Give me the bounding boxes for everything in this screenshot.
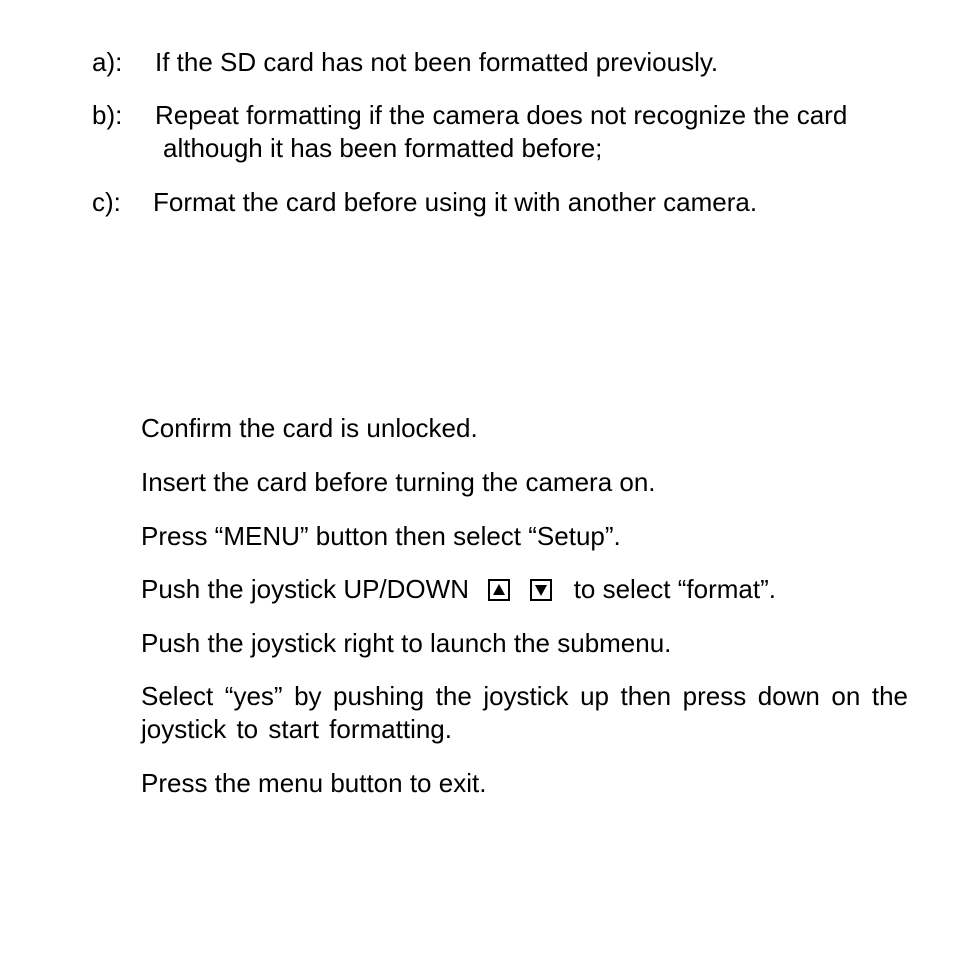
reason-text: Format the card before using it with another camera. [153, 187, 758, 217]
reason-tag: c): [92, 187, 121, 217]
reason-text-continuation: although it has been formatted before; [163, 133, 603, 163]
step-insert-card: Insert the card before turning the camera on. [141, 467, 656, 497]
reason-item-a [92, 46, 912, 79]
reason-item-c [92, 186, 912, 219]
step-confirm-unlocked: Confirm the card is unlocked. [141, 413, 478, 443]
down-arrow-box-icon [530, 579, 552, 601]
step-select-yes: Select “yes” by pushing the joystick up then press down on the joystick to start formatting. [141, 681, 908, 744]
step-text-after: to select “format”. [573, 574, 776, 604]
reason-tag: b): [92, 100, 123, 130]
reason-text: If the SD card has not been formatted previously. [155, 47, 719, 77]
step-launch-submenu: Push the joystick right to launch the submenu. [141, 628, 672, 658]
reason-tag: a): [92, 47, 123, 77]
reason-item-b [92, 99, 912, 165]
reason-text: Repeat formatting if the camera does not recognize the card [155, 100, 848, 130]
up-arrow-box-icon [488, 579, 510, 601]
step-text-before: Push the joystick UP/DOWN [141, 574, 469, 604]
step-exit-menu: Press the menu button to exit. [141, 768, 487, 798]
step-select-format [141, 573, 908, 606]
step-press-menu: Press “MENU” button then select “Setup”. [141, 521, 621, 551]
